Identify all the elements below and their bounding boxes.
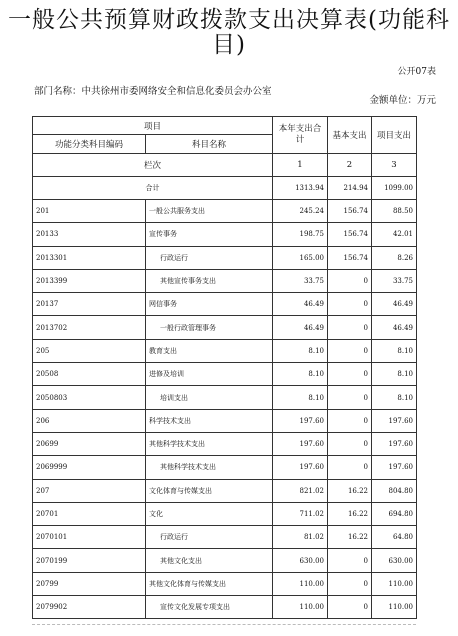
row-total: 197.60 — [273, 456, 328, 479]
row-name: 文化体育与传媒支出 — [146, 479, 273, 502]
table-row — [33, 409, 417, 432]
row-total: 33.75 — [273, 269, 328, 292]
row-project: 197.60 — [372, 456, 417, 479]
table-row — [33, 316, 417, 339]
table-row — [33, 269, 417, 292]
header-basic: 基本支出 — [328, 117, 372, 154]
row-name: 其他宣传事务支出 — [146, 269, 273, 292]
row-project: 64.80 — [372, 526, 417, 549]
table-row — [33, 386, 417, 409]
row-name: 科学技术支出 — [146, 409, 273, 432]
row-code: 20701 — [33, 502, 146, 525]
row-code: 207 — [33, 479, 146, 502]
header-col1: 1 — [273, 154, 328, 177]
header-project: 项目支出 — [372, 117, 417, 154]
row-basic: 156.74 — [328, 246, 372, 269]
row-total: 46.49 — [273, 316, 328, 339]
row-project: 88.50 — [372, 200, 417, 223]
row-code: 205 — [33, 339, 146, 362]
row-basic: 0 — [328, 386, 372, 409]
row-name: 其他科学技术支出 — [146, 456, 273, 479]
row-total: 630.00 — [273, 549, 328, 572]
table-row — [33, 246, 417, 269]
row-basic: 0 — [328, 572, 372, 595]
table-row — [33, 200, 417, 223]
row-name: 行政运行 — [146, 246, 273, 269]
row-total: 821.02 — [273, 479, 328, 502]
table-row — [33, 363, 417, 386]
row-name: 行政运行 — [146, 526, 273, 549]
table-row — [33, 432, 417, 455]
row-basic: 0 — [328, 456, 372, 479]
row-code: 20799 — [33, 572, 146, 595]
row-project: 197.60 — [372, 432, 417, 455]
row-project: 804.80 — [372, 479, 417, 502]
header-name: 科目名称 — [146, 135, 273, 154]
row-project: 694.80 — [372, 502, 417, 525]
row-project: 8.10 — [372, 363, 417, 386]
table-row — [33, 596, 417, 619]
row-total: 198.75 — [273, 223, 328, 246]
row-basic: 0 — [328, 293, 372, 316]
table-row — [33, 572, 417, 595]
row-name: 一般行政管理事务 — [146, 316, 273, 339]
row-name: 宣传文化发展专项支出 — [146, 596, 273, 619]
row-total: 81.02 — [273, 526, 328, 549]
table-row — [33, 479, 417, 502]
row-project: 8.10 — [372, 339, 417, 362]
row-project: 33.75 — [372, 269, 417, 292]
row-code: 20133 — [33, 223, 146, 246]
row-total: 197.60 — [273, 432, 328, 455]
row-total: 197.60 — [273, 409, 328, 432]
budget-table — [32, 116, 417, 619]
row-project: 46.49 — [372, 293, 417, 316]
row-name: 一般公共服务支出 — [146, 200, 273, 223]
total-label: 合计 — [33, 177, 273, 200]
row-basic: 16.22 — [328, 479, 372, 502]
row-code: 2070199 — [33, 549, 146, 572]
row-basic: 0 — [328, 432, 372, 455]
row-total: 245.24 — [273, 200, 328, 223]
row-code: 2069999 — [33, 456, 146, 479]
row-code: 2079902 — [33, 596, 146, 619]
row-code: 201 — [33, 200, 146, 223]
row-project: 8.26 — [372, 246, 417, 269]
row-code: 20508 — [33, 363, 146, 386]
row-code: 20137 — [33, 293, 146, 316]
row-name: 进修及培训 — [146, 363, 273, 386]
header-code: 功能分类科目编码 — [33, 135, 146, 154]
row-basic: 156.74 — [328, 200, 372, 223]
total-amount: 1313.94 — [273, 177, 328, 200]
table-row — [33, 456, 417, 479]
row-total: 46.49 — [273, 293, 328, 316]
row-basic: 0 — [328, 596, 372, 619]
table-row — [33, 339, 417, 362]
row-name: 文化 — [146, 502, 273, 525]
row-total: 110.00 — [273, 596, 328, 619]
row-total: 711.02 — [273, 502, 328, 525]
row-project: 197.60 — [372, 409, 417, 432]
department-name: 部门名称：中共徐州市委网络安全和信息化委员会办公室 — [34, 86, 272, 97]
amount-unit: 金额单位：万元 — [369, 95, 436, 106]
row-project: 46.49 — [372, 316, 417, 339]
row-name: 宣传事务 — [146, 223, 273, 246]
row-basic: 0 — [328, 339, 372, 362]
row-name: 其他科学技术支出 — [146, 432, 273, 455]
row-total: 8.10 — [273, 363, 328, 386]
page-title: 一般公共预算财政拨款支出决算表(功能科目) — [8, 7, 450, 58]
row-basic: 0 — [328, 549, 372, 572]
row-basic: 156.74 — [328, 223, 372, 246]
header-total: 本年支出合计 — [273, 117, 328, 154]
table-row — [33, 223, 417, 246]
row-project: 110.00 — [372, 572, 417, 595]
row-basic: 0 — [328, 269, 372, 292]
row-code: 20699 — [33, 432, 146, 455]
total-basic: 214.94 — [328, 177, 372, 200]
row-name: 教育支出 — [146, 339, 273, 362]
table-row — [33, 293, 417, 316]
table-row — [33, 526, 417, 549]
row-name: 其他文化支出 — [146, 549, 273, 572]
row-basic: 0 — [328, 409, 372, 432]
header-col2: 2 — [328, 154, 372, 177]
row-project: 110.00 — [372, 596, 417, 619]
row-basic: 16.22 — [328, 502, 372, 525]
row-name: 网信事务 — [146, 293, 273, 316]
row-project: 42.01 — [372, 223, 417, 246]
row-basic: 16.22 — [328, 526, 372, 549]
header-column-label: 栏次 — [33, 154, 273, 177]
row-code: 2070101 — [33, 526, 146, 549]
row-basic: 0 — [328, 363, 372, 386]
row-code: 2013702 — [33, 316, 146, 339]
row-total: 8.10 — [273, 339, 328, 362]
row-code: 2013301 — [33, 246, 146, 269]
header-item: 项目 — [33, 117, 273, 135]
row-code: 2013399 — [33, 269, 146, 292]
row-total: 110.00 — [273, 572, 328, 595]
row-code: 206 — [33, 409, 146, 432]
row-name: 其他文化体育与传媒支出 — [146, 572, 273, 595]
table-row — [33, 549, 417, 572]
row-total: 8.10 — [273, 386, 328, 409]
row-total: 165.00 — [273, 246, 328, 269]
table-row — [33, 502, 417, 525]
row-code: 2050803 — [33, 386, 146, 409]
header-col3: 3 — [372, 154, 417, 177]
row-project: 8.10 — [372, 386, 417, 409]
row-name: 培训支出 — [146, 386, 273, 409]
form-code: 公开07表 — [397, 67, 436, 77]
row-basic: 0 — [328, 316, 372, 339]
total-project: 1099.00 — [372, 177, 417, 200]
page-bottom-edge — [32, 624, 416, 631]
row-project: 630.00 — [372, 549, 417, 572]
